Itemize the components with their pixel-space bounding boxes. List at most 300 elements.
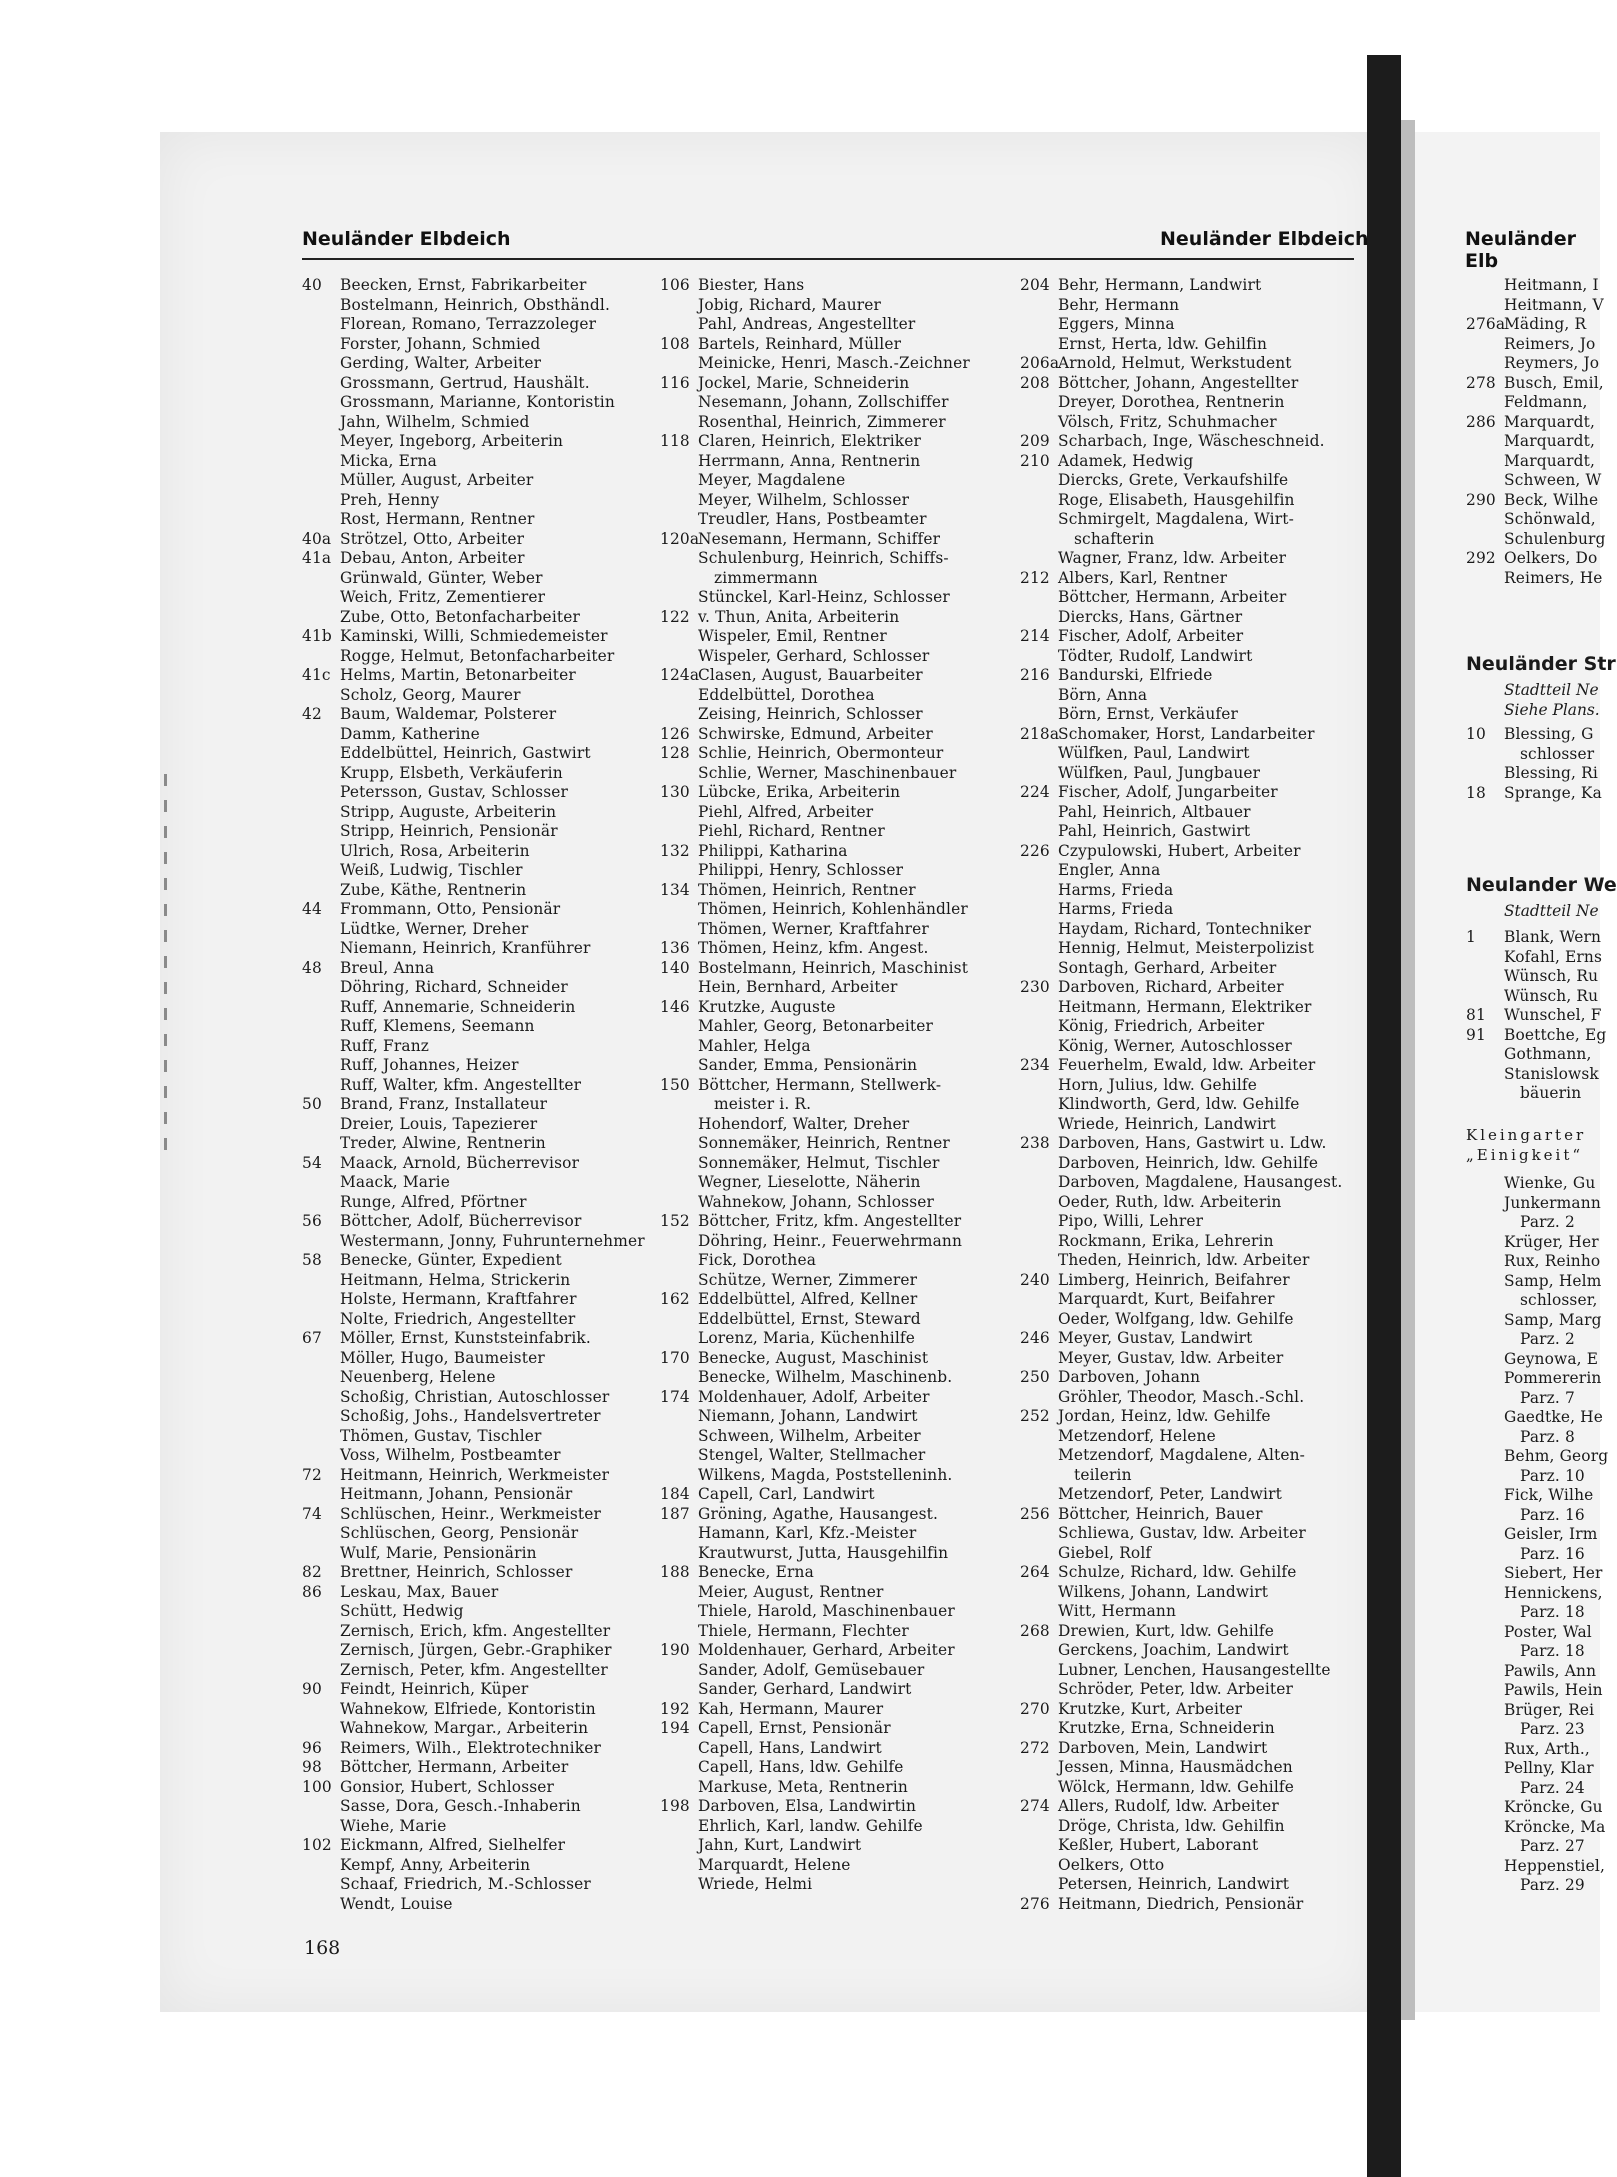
house-number: 234 [1020, 1056, 1050, 1074]
directory-entry [1020, 666, 1342, 686]
directory-entry [1020, 1271, 1342, 1291]
resident-entry: Darboven, Hans, Gastwirt u. Ldw. [1058, 1134, 1327, 1152]
house-number: 184 [660, 1485, 690, 1503]
resident-entry: Pipo, Willi, Lehrer [1058, 1212, 1204, 1230]
resident-entry: Schütt, Hedwig [340, 1602, 464, 1620]
resident-entry: Philippi, Henry, Schlosser [698, 861, 904, 879]
directory-entry [302, 1095, 645, 1115]
directory-entry [1020, 1622, 1342, 1642]
directory-entry [660, 452, 970, 472]
house-number: 162 [660, 1290, 690, 1308]
resident-entry: Blank, Wern [1504, 928, 1602, 946]
directory-entry [302, 1134, 645, 1154]
directory-entry [660, 764, 970, 784]
directory-entry [1466, 1194, 1608, 1214]
directory-entry [302, 1173, 645, 1193]
resident-entry: Darboven, Heinrich, ldw. Gehilfe [1058, 1153, 1319, 1172]
directory-entry [1020, 354, 1342, 374]
directory-entry [1466, 296, 1606, 316]
resident-entry: Pommererin [1504, 1369, 1602, 1387]
directory-entry [302, 1017, 645, 1037]
directory-entry [1466, 413, 1606, 433]
directory-entry [302, 1680, 645, 1700]
resident-entry: Gerding, Walter, Arbeiter [340, 354, 542, 372]
resident-entry: Bostelmann, Heinrich, Maschinist [698, 958, 969, 977]
directory-entry [302, 1446, 645, 1466]
resident-entry: Debau, Anton, Arbeiter [340, 549, 525, 567]
directory-entry [1020, 803, 1342, 823]
resident-entry: schafterin [1074, 529, 1155, 548]
directory-entry [1020, 1212, 1342, 1232]
directory-entry [302, 744, 645, 764]
house-number: 67 [302, 1329, 322, 1347]
resident-entry: Capell, Hans, ldw. Gehilfe [698, 1758, 904, 1776]
house-number: 152 [660, 1212, 690, 1230]
resident-entry: Schulze, Richard, ldw. Gehilfe [1058, 1563, 1297, 1581]
resident-entry: Baum, Waldemar, Polsterer [340, 705, 557, 723]
resident-entry: schlosser [1520, 744, 1595, 763]
directory-entry [660, 744, 970, 764]
resident-entry: Parz. 23 [1520, 1720, 1585, 1738]
resident-entry: Wunschel, F [1504, 1006, 1602, 1024]
directory-entry [660, 471, 970, 491]
resident-entry: Forster, Johann, Schmied [340, 334, 541, 353]
directory-entry [1020, 1388, 1342, 1408]
directory-entry [302, 686, 645, 706]
directory-entry [1020, 1329, 1342, 1349]
resident-entry: Thömen, Heinrich, Kohlenhändler [698, 900, 968, 918]
house-number: 90 [302, 1680, 322, 1698]
resident-entry: Döhring, Heinr., Feuerwehrmann [698, 1231, 963, 1250]
resident-entry: Behr, Hermann [1058, 295, 1180, 314]
resident-entry: Wülfken, Paul, Jungbauer [1058, 763, 1261, 782]
resident-entry: Eggers, Minna [1058, 315, 1175, 333]
directory-entry [1020, 627, 1342, 647]
resident-entry: Marquardt, [1504, 412, 1596, 431]
directory-entry [1466, 1525, 1608, 1545]
house-number: 208 [1020, 373, 1050, 392]
resident-entry: Sonnemäker, Helmut, Tischler [698, 1153, 940, 1172]
resident-entry: Stanislowsk [1504, 1064, 1599, 1083]
directory-entry [302, 1485, 645, 1505]
resident-entry: Meyer, Magdalene [698, 471, 846, 489]
resident-entry: Metzendorf, Magdalene, Alten- [1058, 1446, 1306, 1464]
house-number: 198 [660, 1797, 690, 1815]
directory-entry [660, 1407, 970, 1427]
directory-entry [1020, 1778, 1342, 1798]
resident-entry: Müller, August, Arbeiter [340, 471, 534, 489]
resident-entry: Lübcke, Erika, Arbeiterin [698, 783, 901, 801]
resident-entry: Junkermann [1504, 1193, 1601, 1212]
directory-entry [302, 1661, 645, 1681]
directory-entry [302, 1739, 645, 1759]
house-number: 126 [660, 724, 690, 743]
resident-entry: Roge, Elisabeth, Hausgehilfin [1058, 490, 1295, 509]
directory-entry [1466, 745, 1602, 765]
resident-entry: Marquardt, [1504, 451, 1596, 470]
house-number: 132 [660, 841, 690, 860]
resident-entry: Rockmann, Erika, Lehrerin [1058, 1231, 1274, 1250]
resident-entry: Breul, Anna [340, 958, 435, 977]
directory-entry [1020, 861, 1342, 881]
house-number: 192 [660, 1699, 690, 1718]
resident-entry: Metzendorf, Peter, Landwirt [1058, 1485, 1282, 1503]
directory-entry [1466, 1486, 1608, 1506]
resident-entry: Clasen, August, Bauarbeiter [698, 666, 923, 684]
directory-entry [1466, 1642, 1608, 1662]
directory-entry [302, 354, 645, 374]
resident-entry: Wilkens, Johann, Landwirt [1058, 1582, 1269, 1601]
directory-entry [1466, 1350, 1608, 1370]
house-number: 187 [660, 1504, 690, 1523]
directory-entry [1466, 1681, 1608, 1701]
resident-entry: Brettner, Heinrich, Schlosser [340, 1563, 573, 1581]
resident-entry: Zernisch, Erich, kfm. Angestellter [340, 1621, 611, 1640]
directory-entry [302, 1817, 645, 1837]
directory-entry [660, 1037, 970, 1057]
directory-entry [1466, 725, 1602, 745]
house-number: 41b [302, 627, 332, 645]
directory-entry [1020, 998, 1342, 1018]
resident-entry: Thömen, Heinrich, Rentner [698, 880, 916, 899]
house-number: 224 [1020, 783, 1050, 801]
directory-entry [302, 413, 645, 433]
resident-entry: Thömen, Heinz, kfm. Angest. [698, 939, 929, 957]
resident-entry: Heitmann, Helma, Strickerin [340, 1270, 571, 1289]
directory-entry [660, 900, 970, 920]
resident-entry: Pellny, Klar [1504, 1759, 1594, 1777]
resident-entry: Gröning, Agathe, Hausangest. [698, 1504, 939, 1523]
resident-entry: Piehl, Richard, Rentner [698, 822, 885, 840]
directory-entry [1020, 413, 1342, 433]
directory-entry [660, 1017, 970, 1037]
resident-entry: Thiele, Hermann, Flechter [698, 1621, 909, 1640]
resident-entry: Wünsch, Ru [1504, 967, 1599, 985]
directory-entry [302, 1563, 645, 1583]
directory-entry [660, 1251, 970, 1271]
resident-entry: meister i. R. [714, 1095, 812, 1113]
directory-entry [302, 491, 645, 511]
directory-entry [302, 452, 645, 472]
resident-entry: Benecke, Erna [698, 1563, 814, 1581]
right-page-section-2 [1466, 725, 1602, 803]
resident-entry: Brand, Franz, Installateur [340, 1095, 548, 1113]
resident-entry: Sander, Adolf, Gemüsebauer [698, 1660, 925, 1679]
resident-entry: Behr, Hermann, Landwirt [1058, 276, 1262, 294]
directory-entry [302, 1466, 645, 1486]
resident-entry: Schween, Wilhelm, Arbeiter [698, 1426, 921, 1445]
resident-entry: Wriede, Helmi [698, 1875, 813, 1893]
resident-entry: Benecke, August, Maschinist [698, 1348, 929, 1367]
house-number: 1 [1466, 928, 1476, 946]
resident-entry: Holste, Hermann, Kraftfahrer [340, 1290, 577, 1308]
directory-column-3 [1020, 276, 1342, 1914]
directory-entry [1020, 1661, 1342, 1681]
resident-entry: Reimers, He [1504, 568, 1603, 587]
directory-entry [1020, 1856, 1342, 1876]
resident-entry: Schliewa, Gustav, ldw. Arbeiter [1058, 1524, 1306, 1542]
resident-entry: Oeder, Ruth, ldw. Arbeiterin [1058, 1192, 1282, 1211]
resident-entry: Kröncke, Ma [1504, 1817, 1606, 1836]
book-gutter-edge [1401, 120, 1415, 2020]
resident-entry: Eddelbüttel, Dorothea [698, 685, 875, 704]
resident-entry: Schulenburg, Heinrich, Schiffs- [698, 549, 949, 567]
resident-entry: Schoßig, Johs., Handelsvertreter [340, 1407, 601, 1425]
directory-entry [660, 1134, 970, 1154]
resident-entry: Heppenstiel, [1504, 1856, 1605, 1875]
directory-entry [660, 1856, 970, 1876]
directory-entry [1466, 315, 1606, 335]
resident-entry: Parz. 18 [1520, 1642, 1585, 1660]
resident-entry: Meyer, Gustav, ldw. Arbeiter [1058, 1348, 1284, 1367]
resident-entry: Thiele, Harold, Maschinenbauer [698, 1602, 955, 1620]
resident-entry: Engler, Anna [1058, 861, 1161, 879]
resident-entry: Albers, Karl, Rentner [1058, 568, 1228, 587]
kleingarten-name: „Einigkeit“ [1466, 1146, 1584, 1164]
directory-entry [660, 1778, 970, 1798]
running-header-right: Neuländer Elbdeich [1160, 228, 1369, 250]
resident-entry: Leskau, Max, Bauer [340, 1582, 499, 1601]
directory-entry [1466, 1311, 1608, 1331]
resident-entry: Jobig, Richard, Maurer [698, 295, 882, 314]
resident-entry: Czypulowski, Hubert, Arbeiter [1058, 841, 1301, 860]
resident-entry: Florean, Romano, Terrazzoleger [340, 315, 597, 333]
resident-entry: Heitmann, V [1504, 295, 1604, 314]
house-number: 10 [1466, 725, 1486, 743]
house-number: 98 [302, 1758, 322, 1776]
directory-entry [1466, 928, 1606, 948]
house-number: 146 [660, 997, 690, 1016]
resident-entry: Nesemann, Hermann, Schiffer [698, 529, 941, 548]
directory-entry [1466, 1330, 1608, 1350]
resident-entry: Wahnekow, Elfriede, Kontoristin [340, 1699, 596, 1718]
directory-entry [302, 432, 645, 452]
directory-entry [1020, 452, 1342, 472]
resident-entry: Feldmann, [1504, 393, 1588, 411]
directory-entry [1020, 1836, 1342, 1856]
resident-entry: Ruff, Annemarie, Schneiderin [340, 997, 576, 1016]
directory-entry [1020, 764, 1342, 784]
directory-entry [1466, 1720, 1608, 1740]
house-number: 128 [660, 744, 690, 762]
house-number: 226 [1020, 841, 1050, 860]
directory-entry [302, 998, 645, 1018]
directory-entry [302, 725, 645, 745]
directory-entry [302, 1251, 645, 1271]
resident-entry: Benecke, Günter, Expedient [340, 1251, 562, 1269]
house-number: 140 [660, 958, 690, 977]
directory-entry [302, 1056, 645, 1076]
directory-entry [302, 1700, 645, 1720]
directory-entry [1466, 510, 1606, 530]
resident-entry: Eddelbüttel, Heinrich, Gastwirt [340, 744, 591, 762]
directory-entry [660, 335, 970, 355]
resident-entry: Preh, Henny [340, 490, 440, 509]
resident-entry: Hennickens, [1504, 1583, 1603, 1602]
directory-entry [660, 374, 970, 394]
directory-entry [1466, 1006, 1606, 1026]
directory-entry [1466, 1045, 1606, 1065]
resident-entry: Schaaf, Friedrich, M.-Schlosser [340, 1875, 591, 1893]
directory-entry [660, 1524, 970, 1544]
directory-entry [1466, 987, 1606, 1007]
resident-entry: Capell, Hans, Landwirt [698, 1738, 882, 1757]
directory-entry [1020, 705, 1342, 725]
directory-entry [1020, 939, 1342, 959]
directory-entry [302, 803, 645, 823]
resident-entry: Wegner, Lieselotte, Näherin [698, 1173, 921, 1191]
directory-entry [302, 1583, 645, 1603]
resident-entry: Wulf, Marie, Pensionärin [340, 1543, 537, 1562]
resident-entry: Boettche, Eg [1504, 1025, 1607, 1044]
house-number: 216 [1020, 666, 1050, 684]
directory-entry [302, 1875, 645, 1895]
directory-entry [1466, 1759, 1608, 1779]
house-number: 130 [660, 783, 690, 801]
directory-entry [1020, 530, 1342, 550]
directory-entry [302, 978, 645, 998]
resident-entry: v. Thun, Anita, Arbeiterin [698, 607, 900, 626]
binding-marks [160, 760, 172, 1200]
directory-entry [1466, 1084, 1606, 1104]
directory-entry [1466, 1837, 1608, 1857]
directory-entry [1466, 1564, 1608, 1584]
directory-entry [660, 1602, 970, 1622]
directory-entry [660, 1427, 970, 1447]
directory-entry [660, 959, 970, 979]
directory-entry [302, 1310, 645, 1330]
resident-entry: Wiehe, Marie [340, 1816, 447, 1835]
resident-entry: Samp, Helm [1504, 1271, 1602, 1290]
house-number: 82 [302, 1563, 322, 1581]
resident-entry: Philippi, Katharina [698, 841, 848, 860]
house-number: 272 [1020, 1738, 1050, 1757]
resident-entry: Nolte, Friedrich, Angestellter [340, 1309, 576, 1328]
house-number: 42 [302, 705, 322, 723]
directory-entry [660, 1466, 970, 1486]
resident-entry: Wilkens, Magda, Poststelleninh. [698, 1465, 953, 1484]
directory-entry [1020, 686, 1342, 706]
directory-entry [1020, 725, 1342, 745]
directory-entry [302, 530, 645, 550]
resident-entry: Schmirgelt, Magdalena, Wirt- [1058, 510, 1294, 528]
directory-entry [660, 842, 970, 862]
house-number: 72 [302, 1465, 322, 1484]
directory-entry [1020, 842, 1342, 862]
resident-entry: Völsch, Fritz, Schuhmacher [1058, 412, 1277, 431]
directory-entry [302, 510, 645, 530]
resident-entry: Rosenthal, Heinrich, Zimmerer [698, 412, 946, 431]
resident-entry: Pahl, Heinrich, Gastwirt [1058, 822, 1251, 840]
directory-entry [1020, 432, 1342, 452]
directory-entry [660, 510, 970, 530]
resident-entry: Stünckel, Karl-Heinz, Schlosser [698, 588, 950, 606]
directory-entry [1466, 1545, 1608, 1565]
directory-entry [1020, 1251, 1342, 1271]
resident-entry: Mahler, Helga [698, 1036, 811, 1055]
resident-entry: Lüdtke, Werner, Dreher [340, 919, 529, 938]
resident-entry: Adamek, Hedwig [1058, 451, 1194, 470]
directory-entry [660, 393, 970, 413]
resident-entry: Damm, Katherine [340, 724, 480, 743]
directory-entry [1020, 1895, 1342, 1915]
resident-entry: Wispeler, Gerhard, Schlosser [698, 646, 930, 665]
resident-entry: Thömen, Gustav, Tischler [340, 1426, 542, 1445]
resident-entry: Parz. 18 [1520, 1603, 1585, 1621]
directory-entry [1020, 900, 1342, 920]
directory-entry [1466, 967, 1606, 987]
directory-entry [1020, 1583, 1342, 1603]
resident-entry: Hamann, Karl, Kfz.-Meister [698, 1524, 917, 1542]
resident-entry: Hohendorf, Walter, Dreher [698, 1114, 910, 1133]
resident-entry: Böttcher, Adolf, Bücherrevisor [340, 1212, 582, 1230]
directory-entry [1466, 1272, 1608, 1292]
directory-entry [1020, 647, 1342, 667]
resident-entry: Böttcher, Johann, Angestellter [1058, 373, 1299, 392]
resident-entry: Meinicke, Henri, Masch.-Zeichner [698, 354, 970, 372]
directory-entry [660, 939, 970, 959]
directory-entry [660, 1836, 970, 1856]
kleingarten-heading: Kleingarter [1466, 1126, 1587, 1144]
directory-entry [1466, 1467, 1608, 1487]
directory-entry [1020, 959, 1342, 979]
house-number: 210 [1020, 451, 1050, 470]
directory-entry [1020, 1485, 1342, 1505]
directory-entry [302, 1154, 645, 1174]
directory-entry [660, 1817, 970, 1837]
resident-entry: Diercks, Hans, Gärtner [1058, 607, 1243, 626]
directory-entry [1466, 1506, 1608, 1526]
directory-entry [660, 569, 970, 589]
resident-entry: Gonsior, Hubert, Schlosser [340, 1777, 555, 1796]
resident-entry: Ernst, Herta, ldw. Gehilfin [1058, 334, 1268, 353]
resident-entry: Krüger, Her [1504, 1232, 1599, 1251]
resident-entry: Böttcher, Hermann, Arbeiter [1058, 588, 1287, 606]
resident-entry: Wünsch, Ru [1504, 986, 1599, 1005]
resident-entry: Jahn, Wilhelm, Schmied [340, 412, 530, 431]
house-number: 276 [1020, 1894, 1050, 1913]
directory-entry [302, 1524, 645, 1544]
directory-entry [660, 705, 970, 725]
resident-entry: Darboven, Johann [1058, 1368, 1201, 1386]
right-page-section-4 [1466, 1174, 1608, 1896]
house-number: 106 [660, 276, 690, 294]
resident-entry: Döhring, Richard, Schneider [340, 978, 568, 996]
house-number: 264 [1020, 1563, 1050, 1581]
resident-entry: Capell, Carl, Landwirt [698, 1485, 875, 1503]
resident-entry: zimmermann [714, 568, 818, 587]
directory-entry [302, 939, 645, 959]
house-number: 274 [1020, 1797, 1050, 1815]
resident-entry: Geisler, Irm [1504, 1525, 1598, 1543]
directory-entry [1020, 744, 1342, 764]
resident-entry: Arnold, Helmut, Werkstudent [1058, 354, 1292, 372]
directory-entry [1466, 530, 1606, 550]
directory-entry [1466, 1213, 1608, 1233]
house-number: 212 [1020, 568, 1050, 587]
directory-entry [302, 1602, 645, 1622]
directory-entry [1466, 1798, 1608, 1818]
directory-entry [1020, 1290, 1342, 1310]
directory-entry [302, 1758, 645, 1778]
resident-entry: Sander, Emma, Pensionärin [698, 1056, 918, 1074]
resident-entry: Rogge, Helmut, Betonfacharbeiter [340, 646, 615, 665]
resident-entry: Beecken, Ernst, Fabrikarbeiter [340, 276, 587, 294]
directory-entry [302, 569, 645, 589]
directory-entry [302, 1193, 645, 1213]
directory-entry [1020, 920, 1342, 940]
directory-entry [1020, 276, 1342, 296]
